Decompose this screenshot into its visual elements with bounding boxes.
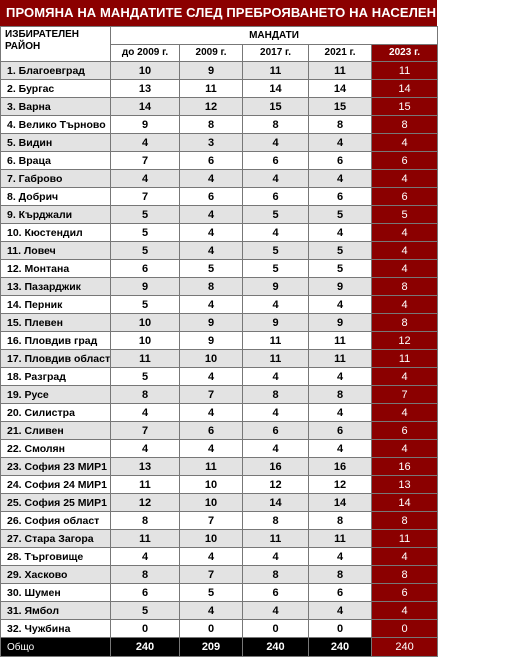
mandate-value: 10 [111,314,180,332]
table-row [1,512,438,530]
mandate-value-2023: 5 [372,206,438,224]
mandate-value: 11 [111,476,180,494]
mandate-value: 9 [111,116,180,134]
mandate-value-2023: 7 [372,386,438,404]
mandate-value: 4 [180,296,243,314]
table-row [1,584,438,602]
mandate-value: 10 [180,476,243,494]
table-row [1,548,438,566]
mandate-value: 8 [180,116,243,134]
table-row [1,242,438,260]
mandate-value: 8 [243,386,309,404]
mandate-value: 7 [111,152,180,170]
mandate-value: 12 [309,476,372,494]
mandate-value: 11 [243,332,309,350]
table-row [1,458,438,476]
mandate-value: 9 [309,278,372,296]
mandate-value: 4 [243,404,309,422]
mandate-value: 4 [111,548,180,566]
mandate-value: 9 [111,278,180,296]
mandate-value: 5 [243,206,309,224]
mandate-value: 6 [111,584,180,602]
mandate-value: 4 [180,368,243,386]
district-name: 14. Перник [1,296,111,314]
mandate-value: 4 [243,134,309,152]
district-name: 18. Разград [1,368,111,386]
table-row [1,440,438,458]
mandate-value: 11 [180,80,243,98]
district-name: 30. Шумен [1,584,111,602]
table-row [1,260,438,278]
district-name: 27. Стара Загора [1,530,111,548]
mandate-value: 4 [243,170,309,188]
mandate-value: 9 [180,314,243,332]
mandate-value: 4 [309,170,372,188]
mandate-value: 5 [111,368,180,386]
mandate-value: 11 [309,62,372,80]
mandate-value: 7 [180,386,243,404]
district-name: 1. Благоевград [1,62,111,80]
mandate-value: 5 [309,242,372,260]
table-row [1,314,438,332]
column-header-2021: 2021 г. [309,44,372,62]
mandate-value: 4 [111,134,180,152]
district-name: 15. Плевен [1,314,111,332]
mandate-value-2023: 14 [372,494,438,512]
mandate-value-2023: 8 [372,566,438,584]
mandate-value: 8 [309,116,372,134]
mandate-value: 11 [111,350,180,368]
mandate-value-2023: 16 [372,458,438,476]
mandate-value: 0 [309,620,372,638]
mandate-value: 4 [243,368,309,386]
mandate-value: 8 [309,512,372,530]
mandate-value-2023: 4 [372,134,438,152]
mandate-value: 4 [243,224,309,242]
mandate-value: 9 [243,278,309,296]
district-name: 26. София област [1,512,111,530]
mandate-value: 5 [111,206,180,224]
mandate-value: 6 [180,152,243,170]
mandate-value-2023: 15 [372,98,438,116]
total-value: 240 [243,638,309,657]
district-name: 7. Габрово [1,170,111,188]
mandate-value-2023: 4 [372,602,438,620]
mandate-value: 5 [243,242,309,260]
mandate-value-2023: 0 [372,620,438,638]
mandate-value: 9 [309,314,372,332]
total-row [1,638,438,657]
mandate-value: 11 [180,458,243,476]
mandate-value: 8 [111,386,180,404]
mandate-value: 5 [243,260,309,278]
mandate-value-2023: 4 [372,440,438,458]
table-row [1,368,438,386]
mandate-value: 4 [111,404,180,422]
mandate-value-2023: 6 [372,188,438,206]
table-row [1,602,438,620]
table-row [1,494,438,512]
mandate-value: 12 [243,476,309,494]
mandate-value-2023: 4 [372,548,438,566]
mandate-value: 6 [309,422,372,440]
mandate-value: 4 [309,440,372,458]
mandate-value-2023: 13 [372,476,438,494]
district-name: 11. Ловеч [1,242,111,260]
mandate-value: 10 [180,494,243,512]
mandate-value: 4 [243,296,309,314]
mandate-value-2023: 4 [372,260,438,278]
total-value: 240 [111,638,180,657]
table-row [1,278,438,296]
mandate-value: 8 [309,386,372,404]
district-name: 6. Враца [1,152,111,170]
mandate-value: 4 [243,602,309,620]
mandate-value: 9 [180,62,243,80]
mandate-value: 4 [309,404,372,422]
district-name: 10. Кюстендил [1,224,111,242]
table-row [1,116,438,134]
table-row [1,422,438,440]
mandate-value: 4 [180,224,243,242]
mandate-value: 4 [309,368,372,386]
district-name: 17. Пловдив област [1,350,111,368]
district-name: 8. Добрич [1,188,111,206]
mandate-value-2023: 8 [372,314,438,332]
mandate-value: 11 [243,350,309,368]
mandate-value: 14 [309,494,372,512]
table-row [1,530,438,548]
district-name: 9. Кърджали [1,206,111,224]
mandate-value: 6 [243,422,309,440]
table-row [1,188,438,206]
mandate-value: 12 [180,98,243,116]
column-header-2017: 2017 г. [243,44,309,62]
column-header-2023: 2023 г. [372,44,438,62]
column-header-pre-2009: до 2009 г. [111,44,180,62]
district-name: 29. Хасково [1,566,111,584]
mandate-value: 4 [111,440,180,458]
district-name: 25. София 25 МИР1 [1,494,111,512]
mandate-value: 4 [309,134,372,152]
mandate-value-2023: 8 [372,512,438,530]
mandate-value: 4 [309,296,372,314]
mandate-value: 5 [180,584,243,602]
mandate-value: 11 [243,530,309,548]
mandates-header: МАНДАТИ [111,27,438,45]
mandate-value: 15 [309,98,372,116]
mandate-value-2023: 11 [372,62,438,80]
mandate-value: 5 [111,296,180,314]
district-name: 16. Пловдив град [1,332,111,350]
mandate-value: 6 [180,188,243,206]
mandate-value-2023: 4 [372,404,438,422]
total-label: Общо [1,638,111,657]
total-value: 209 [180,638,243,657]
mandate-value: 7 [180,566,243,584]
mandate-value-2023: 12 [372,332,438,350]
mandate-value: 6 [111,260,180,278]
table-row [1,476,438,494]
table-row [1,206,438,224]
mandate-value: 16 [243,458,309,476]
mandate-value: 8 [309,566,372,584]
table-row [1,224,438,242]
mandate-value: 11 [111,530,180,548]
mandate-value: 6 [243,152,309,170]
mandate-value: 10 [111,332,180,350]
mandate-value-2023: 4 [372,224,438,242]
mandate-value: 14 [243,80,309,98]
mandate-value-2023: 6 [372,422,438,440]
mandate-value: 10 [111,62,180,80]
mandate-value: 14 [309,80,372,98]
mandate-value-2023: 4 [372,170,438,188]
table-row [1,98,438,116]
district-name: 21. Сливен [1,422,111,440]
mandate-value-2023: 4 [372,368,438,386]
table-row [1,80,438,98]
mandate-value: 4 [180,548,243,566]
district-name: 12. Монтана [1,260,111,278]
district-name: 22. Смолян [1,440,111,458]
mandate-value: 11 [309,530,372,548]
mandate-value-2023: 8 [372,116,438,134]
mandate-value-2023: 11 [372,350,438,368]
total-value: 240 [309,638,372,657]
district-name: 31. Ямбол [1,602,111,620]
table-row [1,152,438,170]
table-row [1,62,438,80]
mandate-value: 8 [243,116,309,134]
district-name: 3. Варна [1,98,111,116]
mandate-value: 13 [111,458,180,476]
district-name: 4. Велико Търново [1,116,111,134]
mandate-value: 6 [243,584,309,602]
mandate-value: 4 [111,170,180,188]
mandate-value: 12 [111,494,180,512]
mandate-value: 6 [243,188,309,206]
mandate-value: 4 [309,602,372,620]
mandate-value: 8 [111,512,180,530]
mandate-value: 11 [309,350,372,368]
mandate-value: 14 [111,98,180,116]
mandate-value: 5 [309,206,372,224]
district-name: 19. Русе [1,386,111,404]
mandate-value: 4 [180,440,243,458]
mandate-value: 4 [243,440,309,458]
mandate-value-2023: 14 [372,80,438,98]
mandate-value: 8 [180,278,243,296]
table-row [1,404,438,422]
mandate-value: 7 [180,512,243,530]
mandate-value: 11 [243,62,309,80]
table-row [1,296,438,314]
mandate-value: 8 [111,566,180,584]
table-row [1,134,438,152]
mandate-value: 8 [243,512,309,530]
table-row [1,566,438,584]
mandate-value: 5 [180,260,243,278]
district-name: 5. Видин [1,134,111,152]
mandate-value: 14 [243,494,309,512]
total-value-2023: 240 [372,638,438,657]
table-row [1,332,438,350]
mandates-table [0,26,438,657]
mandate-value: 8 [243,566,309,584]
mandate-value-2023: 6 [372,152,438,170]
district-name: 23. София 23 МИР1 [1,458,111,476]
mandate-value: 6 [180,422,243,440]
district-name: 2. Бургас [1,80,111,98]
district-column-header: ИЗБИРАТЕЛЕН РАЙОН [1,27,111,62]
mandate-value: 16 [309,458,372,476]
mandate-value: 4 [309,548,372,566]
mandate-value: 4 [243,548,309,566]
district-name: 32. Чужбина [1,620,111,638]
mandate-value: 4 [309,224,372,242]
column-header-2009: 2009 г. [180,44,243,62]
mandate-value: 5 [111,224,180,242]
mandate-value-2023: 4 [372,296,438,314]
mandate-value: 10 [180,350,243,368]
mandate-value: 0 [111,620,180,638]
district-name: 13. Пазарджик [1,278,111,296]
mandate-value: 4 [180,404,243,422]
table-title: ПРОМЯНА НА МАНДАТИТЕ СЛЕД ПРЕБРОЯВАНЕТО НА НАСЕЛЕНИЕТО 2021 Г. [0,0,437,26]
mandate-value: 4 [180,170,243,188]
mandate-value: 11 [309,332,372,350]
mandate-value: 0 [243,620,309,638]
mandate-value: 13 [111,80,180,98]
district-name: 24. София 24 МИР1 [1,476,111,494]
mandate-value: 0 [180,620,243,638]
mandate-value: 10 [180,530,243,548]
mandate-value: 3 [180,134,243,152]
mandate-value: 5 [111,602,180,620]
mandate-value: 7 [111,422,180,440]
mandate-value: 5 [111,242,180,260]
mandate-value-2023: 11 [372,530,438,548]
mandate-value-2023: 6 [372,584,438,602]
mandate-value: 7 [111,188,180,206]
table-row [1,170,438,188]
mandate-value: 4 [180,602,243,620]
mandate-value: 6 [309,188,372,206]
mandate-value: 5 [309,260,372,278]
table-row [1,386,438,404]
mandate-value-2023: 8 [372,278,438,296]
mandate-value: 15 [243,98,309,116]
mandate-value-2023: 4 [372,242,438,260]
mandate-value: 9 [243,314,309,332]
mandate-value: 9 [180,332,243,350]
table-row [1,350,438,368]
mandate-value: 6 [309,584,372,602]
district-name: 28. Търговище [1,548,111,566]
mandate-value: 4 [180,242,243,260]
table-row [1,620,438,638]
district-name: 20. Силистра [1,404,111,422]
mandate-value: 4 [180,206,243,224]
mandate-value: 6 [309,152,372,170]
